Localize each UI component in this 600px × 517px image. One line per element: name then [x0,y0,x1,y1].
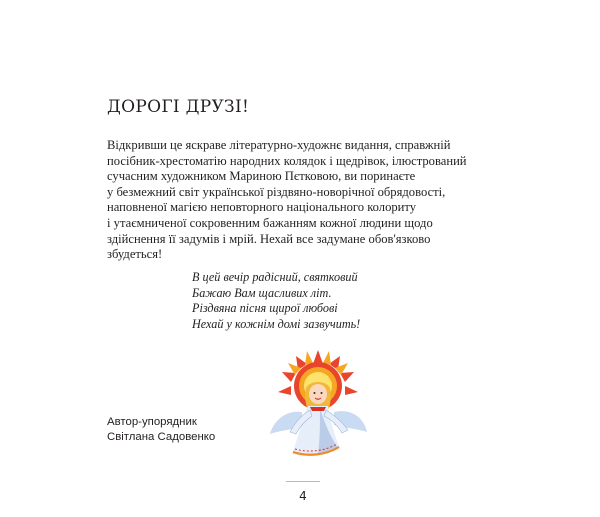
page-number-divider [286,481,320,482]
author-role: Автор-упорядник [107,416,197,428]
intro-line: здійснення її задумів і мрій. Нехай все задумане обов'язково [107,231,431,246]
intro-paragraph [107,138,497,263]
intro-line: Відкривши це яскраве літературно-художнє видання, справжній [107,138,451,152]
intro-line: у безмежний світ української різдвяно-новорічної обрядовості, [107,184,446,199]
author-signature [107,415,215,444]
poem-line: Різдвяна пісня щирої любові [192,301,338,315]
intro-line: сучасним художником Мариною Пєтковою, ви поринаєте [107,169,416,184]
intro-line: і утаємниченої сокровенним бажанням кожної людини щодо [107,215,433,230]
poem-line: Бажаю Вам щасливих літ. [192,285,332,300]
face [309,384,327,404]
author-name: Світлана Садовенко [107,430,216,443]
poem-line: Нехай у кожнім домі зазвучить! [192,316,361,331]
embroidery-collar [310,407,326,411]
poem-stanza [192,270,360,332]
page-number: 4 [299,489,307,503]
poem-line: В цей вечір радісний, святковий [192,270,358,284]
intro-line: наповненої магією неповторного національного колориту [107,200,417,215]
angel-illustration [268,350,368,460]
intro-line: збудеться! [107,247,163,262]
intro-line: посібник-хрестоматію народних колядок і щедрівок, ілюстрований [107,153,467,168]
page-heading: ДОРОГІ ДРУЗІ! [107,97,250,117]
